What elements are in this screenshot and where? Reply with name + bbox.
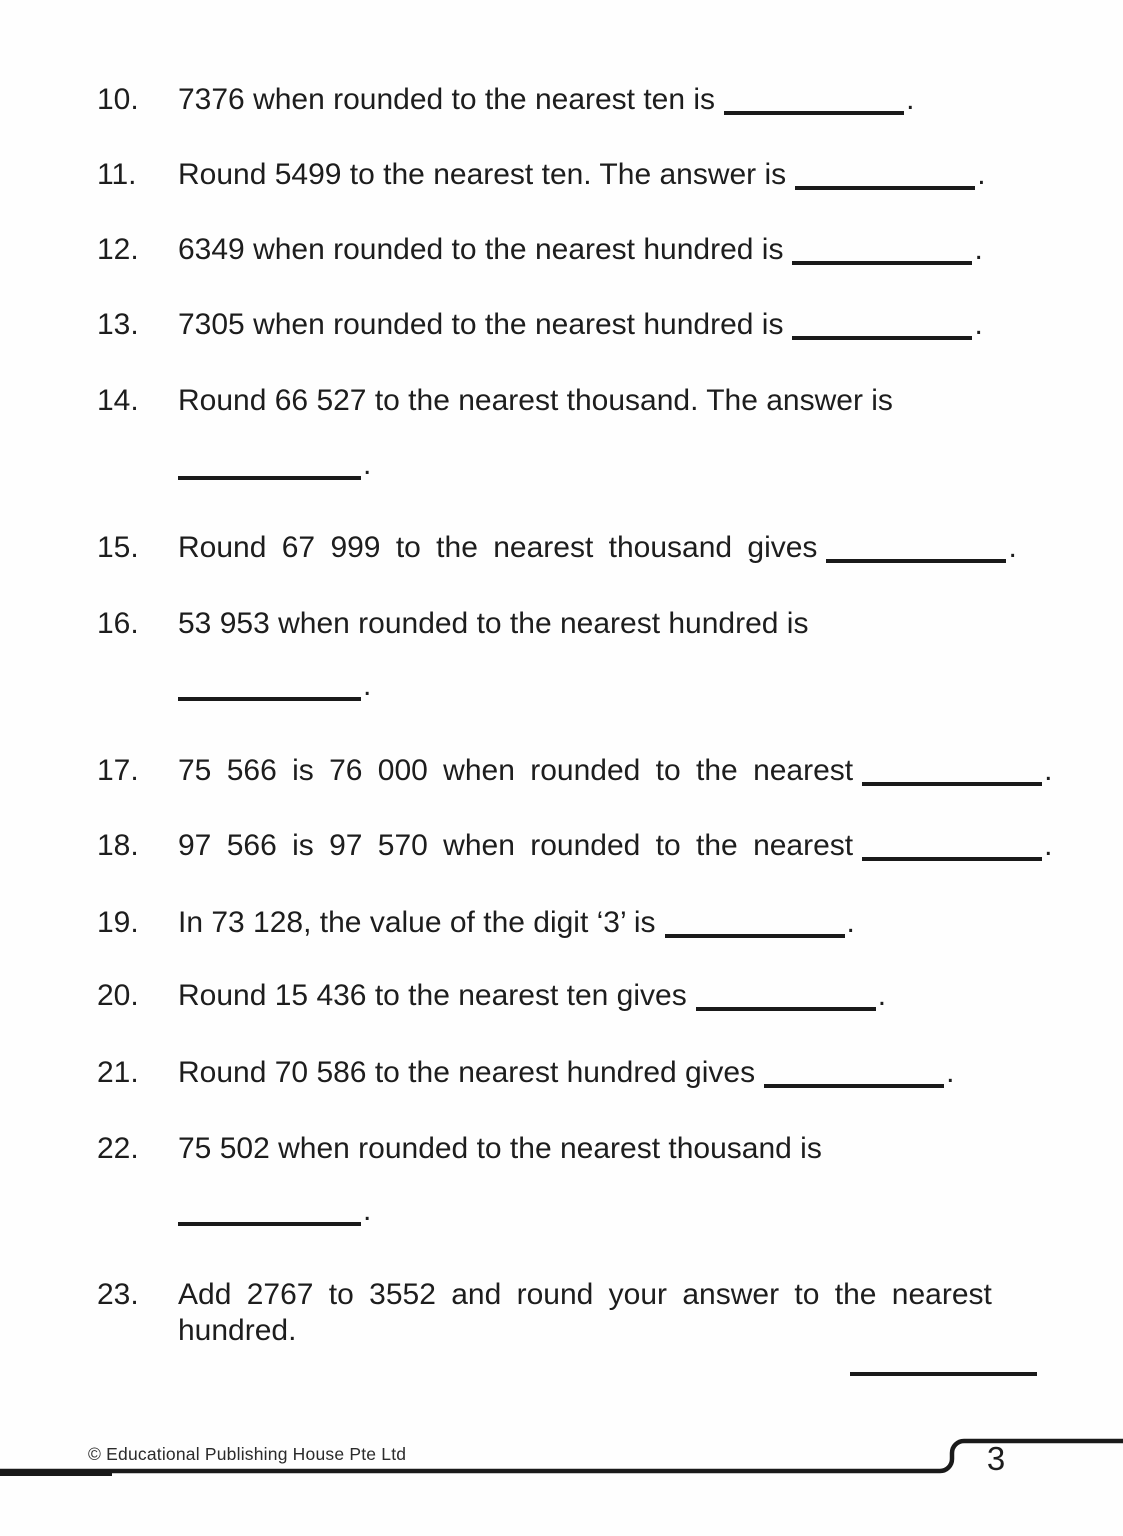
blank-period: . (846, 906, 855, 939)
question-number: 17. (97, 754, 139, 787)
question-number: 20. (97, 979, 139, 1012)
question-text: 7376 when rounded to the nearest ten is (178, 83, 716, 116)
question-number: 23. (97, 1278, 139, 1311)
question-text: 6349 when rounded to the nearest hundred is (178, 233, 784, 266)
page-number: 3 (986, 1440, 1006, 1477)
blank-period: . (906, 83, 915, 116)
blank-period: . (1008, 531, 1017, 564)
question-number: 19. (97, 906, 139, 939)
question-number: 21. (97, 1056, 139, 1089)
blank-period: . (977, 158, 986, 191)
question-number: 22. (97, 1132, 139, 1165)
question-row-16 (97, 606, 1057, 642)
question-number: 12. (97, 233, 139, 266)
question-row-10 (97, 82, 1057, 118)
question-text: Round 5499 to the nearest ten. The answer is (178, 158, 787, 191)
question-row-21 (97, 1055, 1057, 1091)
question-row-13 (97, 307, 1057, 343)
question-number: 10. (97, 83, 139, 116)
answer-blank (792, 320, 972, 340)
question-text-line-2: hundred. (178, 1314, 297, 1347)
footer-rule (0, 1412, 1123, 1536)
question-row-20 (97, 978, 1057, 1014)
answer-blank (724, 95, 904, 115)
question-row-14 (97, 383, 1057, 419)
blank-period: . (363, 669, 372, 702)
copyright-text: © Educational Publishing House Pte Ltd (88, 1444, 407, 1464)
answer-blank (862, 841, 1042, 861)
answer-blank (178, 681, 361, 701)
question-text: 97 566 is 97 570 when rounded to the nearest (178, 829, 854, 862)
question-text: 7305 when rounded to the nearest hundred is (178, 308, 784, 341)
answer-blank-line-14 (178, 447, 371, 483)
answer-blank (862, 766, 1042, 786)
question-row-11 (97, 157, 1057, 193)
blank-period: . (946, 1056, 955, 1089)
question-text: 75 566 is 76 000 when rounded to the nearest (178, 754, 854, 787)
answer-blank (764, 1068, 944, 1088)
question-text: In 73 128, the value of the digit ‘3’ is (178, 906, 656, 939)
question-number: 16. (97, 607, 139, 640)
question-text: 75 502 when rounded to the nearest thousand is (178, 1132, 822, 1165)
question-row-22 (97, 1131, 1057, 1167)
question-text: Round 70 586 to the nearest hundred gives (178, 1056, 756, 1089)
question-row-19 (97, 905, 1057, 941)
question-text: 53 953 when rounded to the nearest hundred is (178, 607, 809, 640)
question-number: 15. (97, 531, 139, 564)
question-row-18 (97, 828, 1057, 864)
answer-blank (696, 991, 876, 1011)
blank-period: . (877, 979, 887, 1012)
answer-blank (665, 918, 845, 938)
answer-blank (178, 1206, 361, 1226)
blank-period: . (1044, 754, 1053, 787)
blank-period: . (1044, 829, 1053, 862)
answer-blank (850, 1342, 1037, 1376)
question-number: 13. (97, 308, 139, 341)
question-text: Round 15 436 to the nearest ten gives (178, 979, 687, 1012)
answer-blank (178, 460, 361, 480)
question-text-line-1: Add 2767 to 3552 and round your answer to the nearest (178, 1278, 992, 1311)
question-text: Round 67 999 to the nearest thousand gives (178, 531, 818, 564)
answer-blank-line-16 (178, 668, 371, 704)
question-number: 18. (97, 829, 139, 862)
blank-period: . (974, 233, 983, 266)
question-number: 14. (97, 384, 139, 417)
answer-blank (795, 170, 975, 190)
answer-blank (826, 543, 1006, 563)
question-row-23 (97, 1277, 1057, 1349)
question-text: Round 66 527 to the nearest thousand. The answer is (178, 384, 893, 417)
blank-period: . (363, 448, 372, 481)
question-row-15 (97, 530, 1057, 566)
question-number: 11. (97, 158, 137, 191)
blank-period: . (363, 1194, 372, 1227)
question-row-17 (97, 753, 1057, 789)
blank-period: . (974, 308, 983, 341)
question-text (178, 1277, 1048, 1349)
answer-blank-line-22 (178, 1193, 371, 1229)
answer-blank (792, 245, 972, 265)
question-row-12 (97, 232, 1057, 268)
